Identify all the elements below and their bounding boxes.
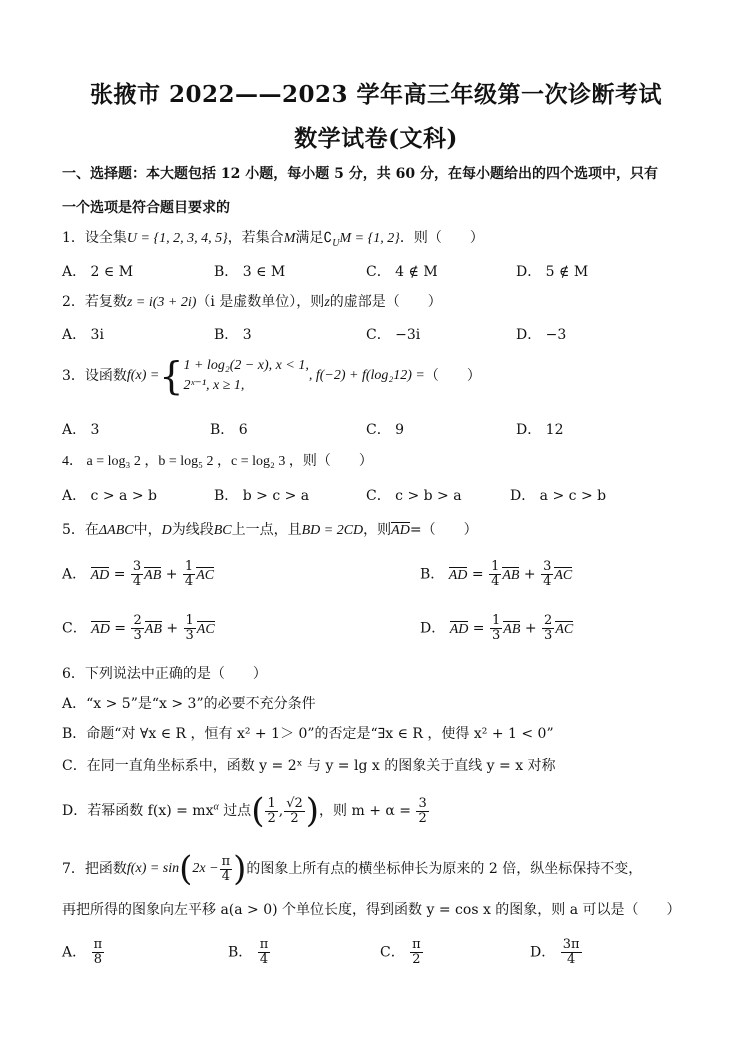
q7-option-b: B． $\frac{\pi}{4}$ [228, 937, 269, 967]
question-7-line2: 再把所得的图象向左平移 a(a > 0) 个单位长度，得到函数 y = cos x 的图象，则 a 可以是（ ） [62, 902, 681, 918]
q5-option-a: A． AD = $\frac{3}{4}$ AB + $\frac{1}{4}$ AC [62, 559, 215, 589]
section-heading-line1: 一、选择题：本大题包括 12 小题，每小题 5 分，共 60 分，在每小题给出的四个选项中，只有 [62, 166, 658, 182]
q2-option-a: A． 3i [62, 327, 104, 343]
question-5-stem: 5．在ΔABC中，D为线段BC上一点，且BD = 2CD，则AD=（ ） [62, 522, 478, 538]
q3-option-c: C． 9 [366, 422, 405, 438]
q5-option-d: D． AD = $\frac{1}{3}$ AB + $\frac{2}{3}$ AC [420, 613, 574, 643]
piecewise-brace: { [159, 354, 184, 398]
q5-option-c: C． AD = $\frac{2}{3}$ AB + $\frac{1}{3}$ AC [62, 613, 215, 643]
q7-option-c: C． $\frac{\pi}{2}$ [380, 937, 421, 967]
piecewise-cases: 1 + log₂(2 − x), x < 1, 2ˣ⁻¹, x ≥ 1, [183, 358, 309, 393]
question-1-stem: 1．设全集U = {1, 2, 3, 4, 5}，若集合M满足$∁_UM = \{1$, 2}．则（ ） [62, 230, 484, 249]
q6-option-a: A．“x > 5”是“x > 3”的必要不充分条件 [62, 696, 316, 712]
q3-option-b: B． 6 [210, 422, 248, 438]
q4-option-d: D． a > c > b [510, 488, 607, 504]
q2-option-b: B． 3 [214, 327, 252, 343]
page-subtitle: 数学试卷(文科) [294, 125, 458, 152]
q4-option-c: C． c > b > a [366, 488, 462, 504]
q5-option-b: B． AD = $\frac{1}{4}$ AB + $\frac{3}{4}$ AC [420, 559, 573, 589]
q1-option-c: C． 4 ∉ M [366, 264, 438, 280]
question-3-stem: 3．设函数f(x) ={ 1 + log₂(2 − x), x < 1, 2ˣ⁻¹, x ≥ 1, , f(−2) + f(log₂12) =（ ） [62, 354, 481, 398]
page-title: 张掖市 2022——2023 学年高三年级第一次诊断考试 [89, 81, 663, 108]
question-4-stem: 4． a = log₃ 2 ，b = log₅ 2 ，c = log₂ 3 ，则（ ） [62, 454, 373, 469]
q3-option-a: A． 3 [62, 422, 100, 438]
q7-option-d: D． $\frac{3\pi}{4}$ [530, 937, 580, 967]
q4-option-a: A． c > a > b [62, 488, 157, 504]
q4-option-b: B． b > c > a [214, 488, 310, 504]
q6-option-c: C．在同一直角坐标系中，函数 y = 2ˣ 与 y = lg x 的图象关于直线 y = x 对称 [62, 758, 556, 774]
q6-option-b: B．命题“对 ∀x ∈ R ，恒有 x² + 1＞ 0”的否定是“∃x ∈ R ，使得 x² + 1 < 0” [62, 726, 554, 742]
question-2-stem: 2．若复数z = i(3 + 2i)（i 是虚数单位），则z的虚部是（ ） [62, 294, 442, 310]
q1-option-b: B． 3 ∈ M [214, 264, 286, 280]
section-heading-line2: 一个选项是符合题目要求的 [62, 200, 230, 216]
q2-option-d: D． −3 [516, 327, 567, 343]
q7-option-a: A． $\frac{\pi}{8}$ [62, 937, 103, 967]
question-7-stem: 7．把函数f(x) = sin(2x − $\frac{\pi}{4}$ )的图象上所有点的横坐标伸长为原来的 2 倍，纵坐标保持不变， [62, 849, 643, 889]
question-6-stem: 6．下列说法中正确的是（ ） [62, 666, 267, 682]
q3-option-d: D． 12 [516, 422, 564, 438]
q6-option-d: D．若幂函数 $f(x) = mx^\alpha$ 过点( $\frac{1}{2}$ , $\frac{√2}{2}$ )，则 m + α = $\frac{3}{2}$ [62, 791, 427, 831]
q1-option-d: D． 5 ∉ M [516, 264, 589, 280]
q1-option-a: A． 2 ∈ M [62, 264, 134, 280]
q2-option-c: C． −3i [366, 327, 421, 343]
